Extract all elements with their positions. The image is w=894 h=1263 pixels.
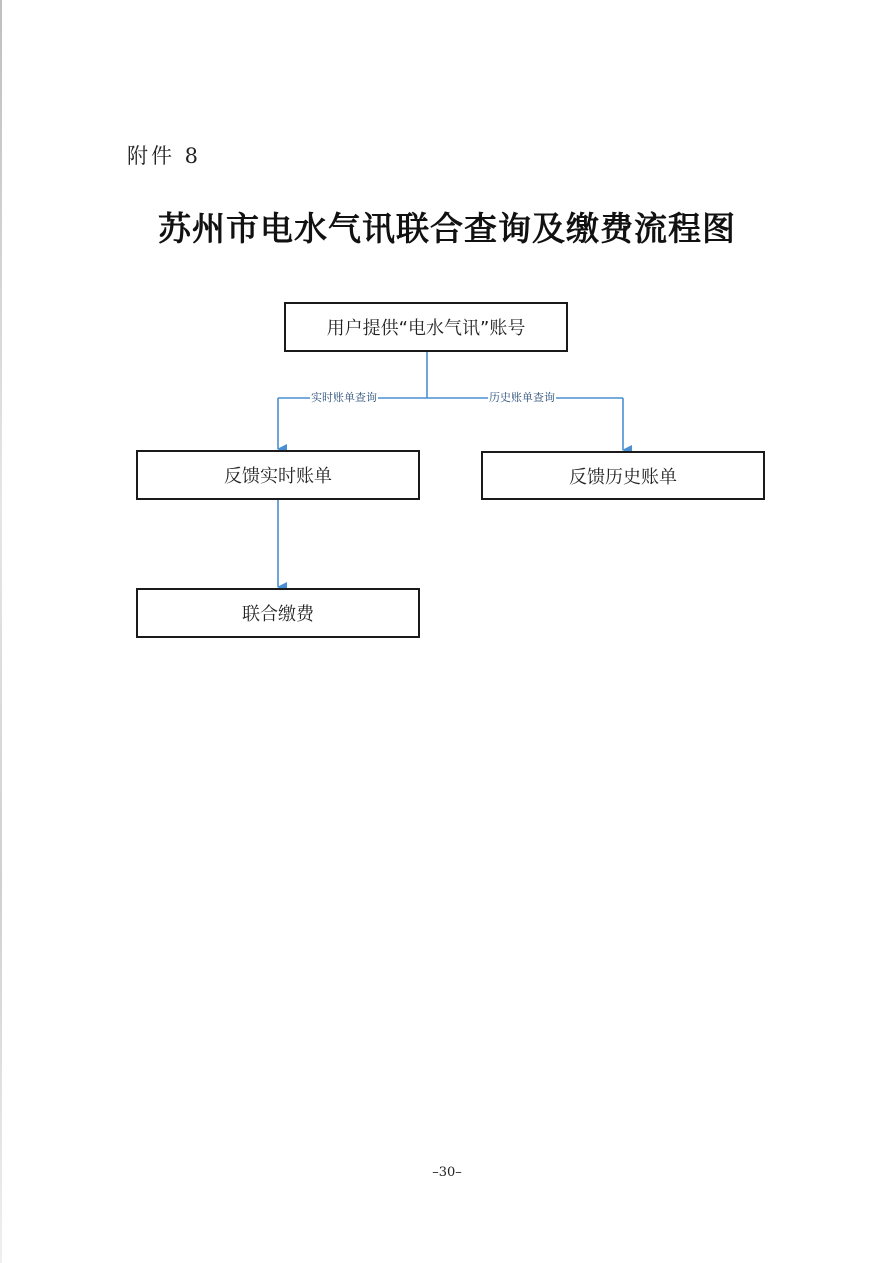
node-provide-account-text: 用户提供“电水气讯”账号 (326, 318, 526, 339)
node-history-bill-text: 反馈历史账单 (569, 466, 677, 488)
page-number: –30– (432, 1165, 462, 1180)
node-history-bill (481, 451, 765, 500)
node-realtime-bill (136, 450, 420, 500)
annex-label: 附件 8 (127, 144, 202, 168)
node-provide-account (284, 302, 568, 352)
node-joint-payment-text: 联合缴费 (242, 604, 314, 625)
page-title: 苏州市电水气讯联合查询及缴费流程图 (158, 209, 736, 248)
edge-label-realtime-query: 实时账单查询 (311, 391, 377, 404)
node-realtime-bill-text: 反馈实时账单 (224, 466, 332, 487)
node-joint-payment (136, 588, 420, 638)
edge-label-history-query: 历史账单查询 (489, 391, 555, 404)
